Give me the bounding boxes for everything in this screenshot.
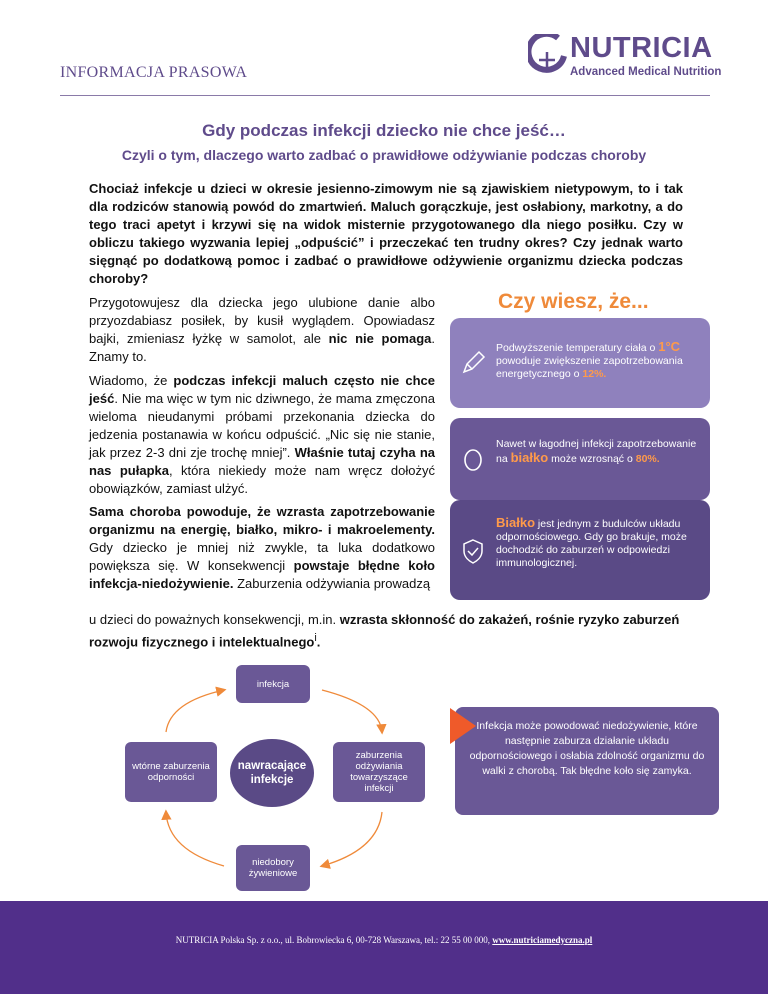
pencil-icon <box>458 348 488 378</box>
p3-text: Gdy dziecko je mniej niż zwykle, ta luka dodatkowo powiększa się. W konsekwencji <box>89 540 435 573</box>
card3-text: jest jednym z budulców układu odpornościowego. Gdy go brakuje, może dochodzić do zaburzeń w odpowiedzi immunologicznej. <box>496 518 687 569</box>
card1-highlight-percent: 12%. <box>582 368 607 380</box>
card2-highlight-protein: białko <box>510 450 549 465</box>
diagram-node-feeding-disorders: zaburzenia odżywiania towarzyszące infekcji <box>333 742 425 802</box>
egg-icon <box>458 444 488 474</box>
p1-bold: nic nie pomaga <box>328 331 432 346</box>
page-title: Gdy podczas infekcji dziecko nie chce jeść… <box>202 121 566 140</box>
p3-bold-3: wzrasta skłonność do zakażeń, rośnie ryzyko zaburzeń rozwoju fizycznego i intelektualnego <box>89 612 680 650</box>
card2-highlight-percent: 80%. <box>635 453 660 465</box>
footer-bar <box>0 901 768 994</box>
p1-text-end: . Znamy to. <box>89 331 435 364</box>
logo-name: NUTRICIA <box>570 32 713 64</box>
fact-card-2-text <box>496 438 704 466</box>
header-divider <box>60 95 710 96</box>
card1-text-2: powoduje zwiększenie zapotrzebowania energetycznego o <box>496 355 683 380</box>
press-release-label: INFORMACJA PRASOWA <box>60 64 248 81</box>
callout-arrow-icon <box>450 708 476 744</box>
card3-highlight-protein: Białko <box>496 515 536 530</box>
page-subtitle: Czyli o tym, dlaczego warto zadbać o prawidłowe odżywianie podczas choroby <box>121 147 647 163</box>
shield-check-icon <box>458 536 488 566</box>
diagram-node-infection: infekcja <box>236 665 310 703</box>
p3-end: . <box>316 634 321 650</box>
footer-address: NUTRICIA Polska Sp. z o.o., ul. Bobrowiecka 6, 00-728 Warszawa, tel.: 22 55 00 000, <box>175 935 493 945</box>
p2-text-mid: . Nie ma więc w tym nic dziwnego, że mama zmęczona wieloma nieudanymi próbami przekonania dziecka do jedzenia postanawia w końcu odpuścić. „Nic się nie stanie, jak przez 2-3 dni zje trochę mniej”. <box>89 391 435 460</box>
card2-text-2: może wzrosnąć o <box>548 453 636 465</box>
diagram-node-nutrient-deficiency: niedobory żywieniowe <box>236 845 310 891</box>
p3-bold: Sama choroba powoduje, że wzrasta zapotrzebowanie organizmu na energię, białko, mikro- i makroelementy. <box>89 504 435 537</box>
nutricia-logo <box>528 32 722 92</box>
facts-title: Czy wiesz, że... <box>498 290 649 313</box>
p3-bold-2: powstaje błędne koło infekcja-niedożywienie. <box>89 558 435 591</box>
body-paragraph-3 <box>89 503 435 593</box>
diagram-center-recurring-infections: nawracające infekcje <box>230 739 314 807</box>
body-paragraph-2 <box>89 372 435 498</box>
p1-text: Przygotowujesz dla dziecka jego ulubione danie albo przyozdabiasz posiłek, by kusił wyglądem. Opowiadasz bajki, zmieniasz łyżkę w samolot, ale <box>89 295 435 346</box>
fact-card-1-text <box>496 340 704 381</box>
footer-text <box>0 935 768 945</box>
footer-website-link[interactable]: www.nutriciamedyczna.pl <box>492 935 593 945</box>
card1-text: Podwyższenie temperatury ciała o <box>496 342 659 354</box>
card2-text: Nawet w łagodnej infekcji zapotrzebowanie na <box>496 438 697 465</box>
p2-text: Wiadomo, że <box>89 373 174 388</box>
lead-paragraph: Chociaż infekcje u dzieci w okresie jesienno-zimowym nie są zjawiskiem nietypowym, to i tak dla rodziców stanowią powód do zmartwień. Maluch gorączkuje, jest osłabiony, markotny, a do tego traci apetyt i krzywi się na widok misternie przygotowanego dla niego posiłku. Czy w obliczu takiego wyzwania lepiej „odpuścić” i przeczekać ten trudny okres? Czy jednak warto sięgnąć po dodatkową pomoc i zadbać o prawidłowe odżywienie organizmu dziecka podczas choroby? <box>89 181 683 286</box>
diagram-node-secondary-immunity: wtórne zaburzenia odporności <box>125 742 217 802</box>
card1-highlight-temp: 1°C <box>658 339 681 354</box>
diagram-callout: Infekcja może powodować niedożywienie, które następnie zaburza działanie układu odpornościowego i osłabia zdolność organizmu do walki z chorobą. Tak błędne koło się zamyka. <box>455 707 719 815</box>
p2-bold-2: Właśnie tutaj czyha na nas pułapka <box>89 445 435 478</box>
footnote-ref: i <box>314 632 317 644</box>
body-paragraph-1 <box>89 294 435 366</box>
fact-card-3-text <box>496 516 704 570</box>
logo-tagline: Advanced Medical Nutrition <box>570 66 722 78</box>
fact-card-immune <box>450 500 710 600</box>
p3-text-3: u dzieci do poważnych konsekwencji, m.in. <box>89 612 340 627</box>
fact-card-protein-demand <box>450 418 710 500</box>
p2-bold: podczas infekcji maluch często nie chce jeść <box>89 373 435 406</box>
p3-text-2: Zaburzenia odżywiania prowadzą <box>233 576 431 591</box>
p2-text-end: , która niekiedy może nam wręcz dołożyć obowiązków, zamiast ulżyć. <box>89 463 436 496</box>
fact-card-temperature <box>450 318 710 408</box>
nutricia-logo-mark-icon <box>528 34 568 74</box>
body-paragraph-3-tail <box>89 611 699 651</box>
